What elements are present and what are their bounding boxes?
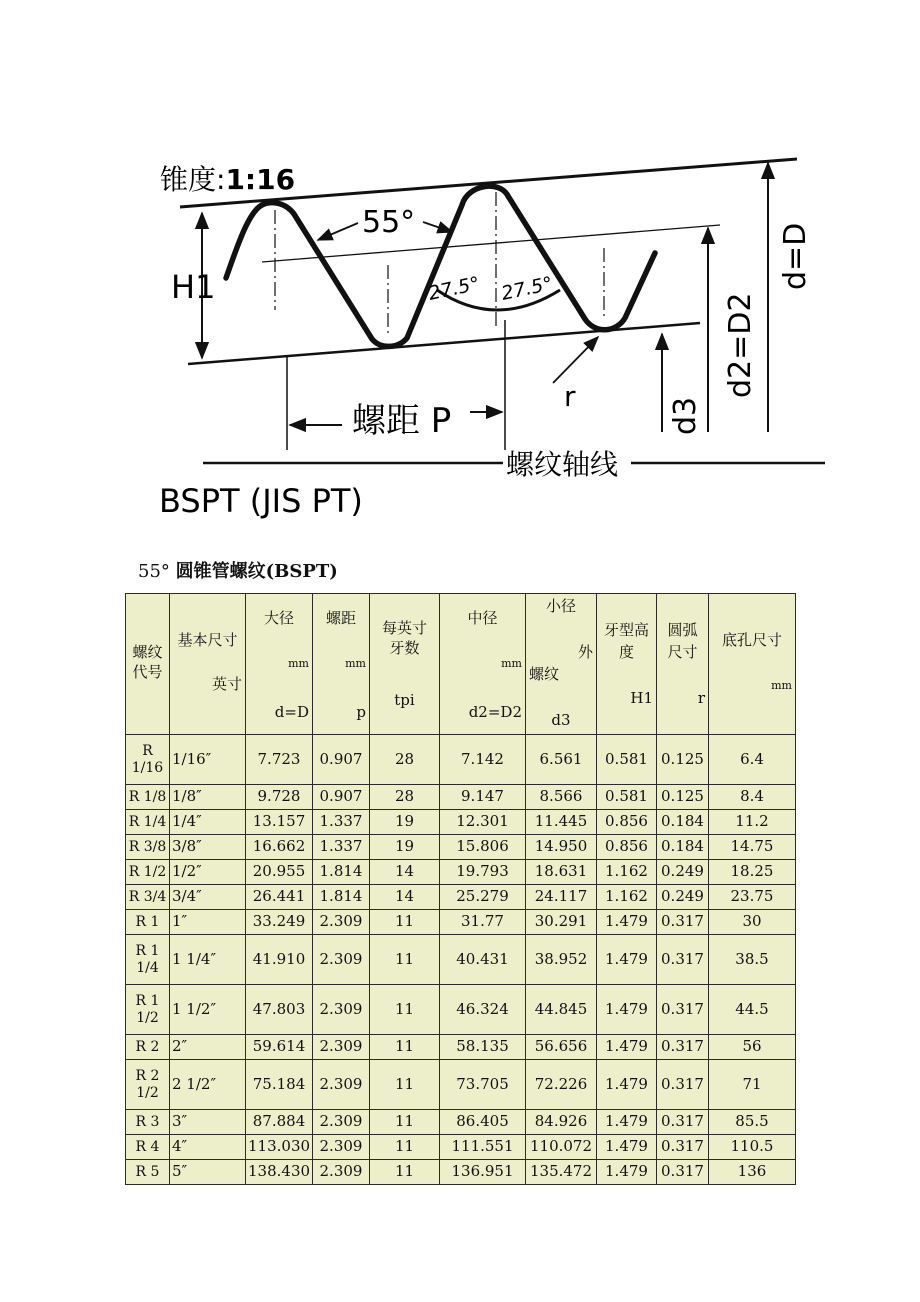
cell-drill: 71 [709,1060,796,1110]
cell-minor-dia: 56.656 [526,1035,597,1060]
cell-minor-dia: 6.561 [526,735,597,785]
cell-drill: 18.25 [709,860,796,885]
cell-drill: 85.5 [709,1110,796,1135]
cell-major: 26.441 [246,885,313,910]
cell-pitch-dia: 58.135 [440,1035,526,1060]
header-pitch-dia: 中径 mm d2=D2 [440,594,526,735]
cell-radius: 0.125 [657,785,709,810]
cell-tpi: 11 [370,910,440,935]
cell-pitch: 1.337 [313,835,370,860]
cell-thread-height: 1.479 [597,910,657,935]
cell-code: R 5 [126,1160,170,1185]
cell-thread-height: 1.162 [597,885,657,910]
cell-thread-height: 0.856 [597,810,657,835]
cell-major: 16.662 [246,835,313,860]
cell-thread-height: 1.479 [597,985,657,1035]
header-code: 螺纹 代号 [126,594,170,735]
header-thread-height: 牙型高 度 H1 [597,594,657,735]
cell-pitch-dia: 111.551 [440,1135,526,1160]
cell-size: 5″ [170,1160,246,1185]
cell-pitch: 2.309 [313,1110,370,1135]
cell-thread-height: 1.162 [597,860,657,885]
cell-thread-height: 1.479 [597,1135,657,1160]
cell-code: R 2 1/2 [126,1060,170,1110]
cell-pitch: 0.907 [313,735,370,785]
d-label: d=D [778,222,813,290]
radius-label: r [564,380,576,413]
cell-size: 4″ [170,1135,246,1160]
cell-tpi: 11 [370,985,440,1035]
cell-major: 33.249 [246,910,313,935]
cell-radius: 0.249 [657,860,709,885]
header-size: 基本尺寸 英寸 [170,594,246,735]
cell-radius: 0.317 [657,935,709,985]
cell-major: 13.157 [246,810,313,835]
cell-size: 3/4″ [170,885,246,910]
cell-code: R 3 [126,1110,170,1135]
bspt-spec-table [125,593,796,1185]
cell-minor-dia: 8.566 [526,785,597,810]
cell-code: R 4 [126,1135,170,1160]
header-pitch: 螺距 mm p [313,594,370,735]
cell-pitch: 2.309 [313,910,370,935]
cell-major: 7.723 [246,735,313,785]
radius-arrow [553,337,598,383]
header-drill-size: 底孔尺寸 mm [709,594,796,735]
angle-arrow-right [423,222,452,232]
d3-label: d3 [668,396,703,435]
cell-tpi: 11 [370,1035,440,1060]
cell-pitch-dia: 73.705 [440,1060,526,1110]
cell-size: 1/8″ [170,785,246,810]
cell-pitch: 2.309 [313,1035,370,1060]
cell-size: 3/8″ [170,835,246,860]
cell-minor-dia: 72.226 [526,1060,597,1110]
cell-thread-height: 0.581 [597,785,657,810]
cell-size: 1 1/2″ [170,985,246,1035]
half-angle-right-label: 27.5° [499,272,555,305]
cell-major: 41.910 [246,935,313,985]
thread-profile [226,186,655,346]
cell-drill: 23.75 [709,885,796,910]
cell-major: 59.614 [246,1035,313,1060]
cell-drill: 8.4 [709,785,796,810]
header-major-dia: 大径 mm d=D [246,594,313,735]
cell-tpi: 14 [370,885,440,910]
table-row [126,835,796,860]
thread-profile-diagram [0,0,920,530]
table-row [126,1160,796,1185]
standard-title: BSPT (JIS PT) [159,482,363,520]
cell-code: R 3/4 [126,885,170,910]
cell-tpi: 19 [370,835,440,860]
cell-tpi: 11 [370,935,440,985]
cell-pitch: 2.309 [313,1135,370,1160]
half-angle-left-label: 27.5° [426,272,482,305]
cell-drill: 14.75 [709,835,796,860]
cell-pitch-dia: 9.147 [440,785,526,810]
cell-major: 9.728 [246,785,313,810]
cell-tpi: 11 [370,1060,440,1110]
cell-major: 138.430 [246,1160,313,1185]
table-caption [138,557,338,583]
root-taper-line [188,323,700,364]
caption-text: 圆锥管螺纹(BSPT) [175,561,338,582]
cell-code: R 1/16 [126,735,170,785]
caption-angle: 55° [138,561,170,582]
cell-drill: 136 [709,1160,796,1185]
cell-pitch: 2.309 [313,935,370,985]
cell-radius: 0.317 [657,1135,709,1160]
cell-drill: 11.2 [709,810,796,835]
cell-thread-height: 0.856 [597,835,657,860]
table-row [126,785,796,810]
cell-pitch: 0.907 [313,785,370,810]
header-tpi: 每英寸 牙数 tpi [370,594,440,735]
cell-tpi: 19 [370,810,440,835]
cell-minor-dia: 38.952 [526,935,597,985]
cell-minor-dia: 135.472 [526,1160,597,1185]
table-row [126,1135,796,1160]
table-row [126,1060,796,1110]
cell-size: 1/4″ [170,810,246,835]
cell-minor-dia: 110.072 [526,1135,597,1160]
table-row [126,1035,796,1060]
cell-radius: 0.317 [657,1160,709,1185]
cell-pitch: 1.814 [313,885,370,910]
cell-drill: 110.5 [709,1135,796,1160]
cell-tpi: 28 [370,785,440,810]
cell-major: 20.955 [246,860,313,885]
cell-minor-dia: 18.631 [526,860,597,885]
cell-minor-dia: 84.926 [526,1110,597,1135]
cell-pitch-dia: 12.301 [440,810,526,835]
cell-pitch: 1.814 [313,860,370,885]
cell-radius: 0.317 [657,1035,709,1060]
header-minor-dia: 小径 外 螺纹 d3 [526,594,597,735]
cell-minor-dia: 44.845 [526,985,597,1035]
table-row [126,985,796,1035]
cell-pitch-dia: 136.951 [440,1160,526,1185]
pitch-label: 螺距 P [352,401,452,441]
cell-pitch-dia: 15.806 [440,835,526,860]
cell-code: R 2 [126,1035,170,1060]
cell-thread-height: 0.581 [597,735,657,785]
cell-thread-height: 1.479 [597,1160,657,1185]
cell-tpi: 11 [370,1135,440,1160]
cell-code: R 3/8 [126,835,170,860]
cell-pitch-dia: 7.142 [440,735,526,785]
cell-tpi: 11 [370,1160,440,1185]
cell-radius: 0.317 [657,1110,709,1135]
table-row [126,935,796,985]
header-radius: 圆弧 尺寸 r [657,594,709,735]
cell-drill: 38.5 [709,935,796,985]
cell-minor-dia: 30.291 [526,910,597,935]
cell-size: 1/16″ [170,735,246,785]
table-row [126,860,796,885]
cell-radius: 0.317 [657,1060,709,1110]
cell-tpi: 14 [370,860,440,885]
cell-size: 3″ [170,1110,246,1135]
cell-pitch-dia: 25.279 [440,885,526,910]
table-row [126,885,796,910]
cell-pitch-dia: 46.324 [440,985,526,1035]
cell-radius: 0.317 [657,985,709,1035]
cell-pitch: 1.337 [313,810,370,835]
cell-pitch-dia: 86.405 [440,1110,526,1135]
cell-minor-dia: 14.950 [526,835,597,860]
table-row [126,1110,796,1135]
cell-drill: 56 [709,1035,796,1060]
cell-drill: 30 [709,910,796,935]
cell-code: R 1 1/4 [126,935,170,985]
cell-thread-height: 1.479 [597,935,657,985]
cell-thread-height: 1.479 [597,1035,657,1060]
cell-size: 2″ [170,1035,246,1060]
cell-tpi: 11 [370,1110,440,1135]
cell-major: 75.184 [246,1060,313,1110]
cell-tpi: 28 [370,735,440,785]
cell-radius: 0.184 [657,835,709,860]
cell-size: 1 1/4″ [170,935,246,985]
cell-radius: 0.317 [657,910,709,935]
cell-code: R 1/4 [126,810,170,835]
taper-label: 锥度:1:16 [160,163,296,196]
d2-label: d2=D2 [723,292,758,398]
cell-size: 2 1/2″ [170,1060,246,1110]
cell-major: 87.884 [246,1110,313,1135]
h1-label: H1 [171,268,216,306]
cell-major: 113.030 [246,1135,313,1160]
cell-size: 1/2″ [170,860,246,885]
cell-code: R 1/2 [126,860,170,885]
cell-radius: 0.125 [657,735,709,785]
angle-label: 55° [362,205,416,240]
angle-arrow-left [318,223,358,240]
cell-code: R 1 [126,910,170,935]
cell-thread-height: 1.479 [597,1060,657,1110]
cell-pitch-dia: 40.431 [440,935,526,985]
cell-size: 1″ [170,910,246,935]
cell-minor-dia: 24.117 [526,885,597,910]
cell-thread-height: 1.479 [597,1110,657,1135]
cell-drill: 44.5 [709,985,796,1035]
cell-pitch: 2.309 [313,1060,370,1110]
cell-radius: 0.249 [657,885,709,910]
cell-minor-dia: 11.445 [526,810,597,835]
cell-code: R 1/8 [126,785,170,810]
table-row [126,910,796,935]
cell-pitch: 2.309 [313,1160,370,1185]
cell-pitch-dia: 19.793 [440,860,526,885]
cell-major: 47.803 [246,985,313,1035]
table-row [126,735,796,785]
cell-drill: 6.4 [709,735,796,785]
axis-label: 螺纹轴线 [506,448,619,481]
table-header-row [126,594,796,735]
cell-radius: 0.184 [657,810,709,835]
cell-pitch: 2.309 [313,985,370,1035]
cell-pitch-dia: 31.77 [440,910,526,935]
table-row [126,810,796,835]
cell-code: R 1 1/2 [126,985,170,1035]
